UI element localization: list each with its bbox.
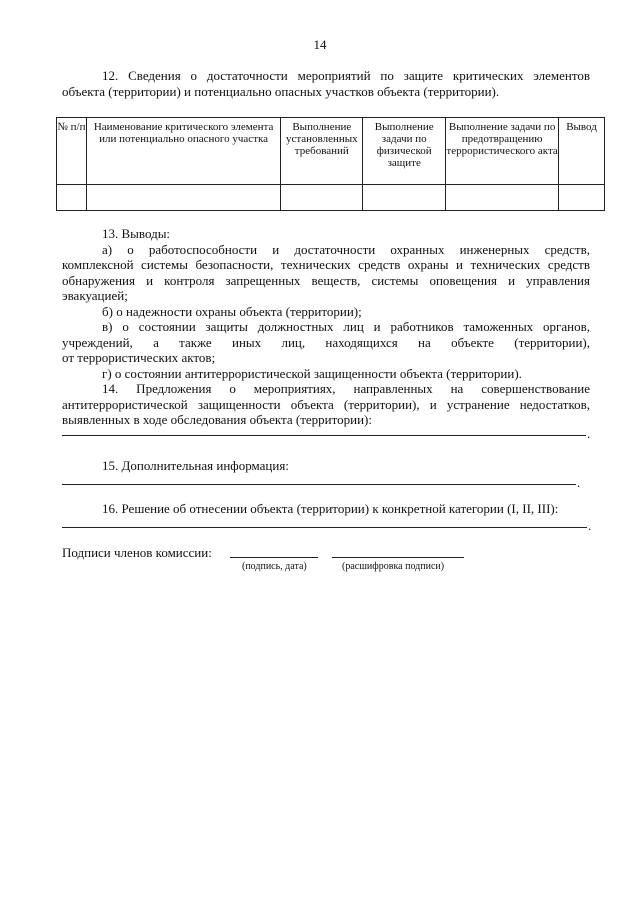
conclusion-a-line-2: комплексной системы безопасности, технических средств охраны и технических средств bbox=[62, 257, 590, 272]
table-cell bbox=[363, 185, 446, 211]
section-14-line-1: 14. Предложения о мероприятиях, направленных на совершенствование bbox=[102, 381, 590, 396]
section-13-title: 13. Выводы: bbox=[102, 226, 171, 241]
section-12-line-2: объекта (территории) и потенциально опасных участков объекта (территории). bbox=[62, 83, 500, 99]
signature-decode-caption: (расшифровка подписи) bbox=[342, 561, 445, 572]
table-cell bbox=[57, 185, 87, 211]
section-14-answer-line[interactable] bbox=[62, 435, 586, 436]
signature-caption: (подпись, дата) bbox=[242, 561, 307, 572]
conclusion-g: г) о состоянии антитеррористической защищенности объекта (территории). bbox=[102, 365, 522, 381]
page-number: 14 bbox=[313, 37, 327, 52]
conclusion-a-line-1: а) о работоспособности и достаточности охранных инженерных средств, bbox=[102, 241, 590, 257]
section-16-answer-line[interactable] bbox=[62, 527, 587, 528]
section-12-line-1: 12. Сведения о достаточности мероприятий по защите критических элементов bbox=[102, 68, 590, 83]
conclusion-v-line-1: в) о состоянии защиты должностных лиц и работников таможенных органов, bbox=[102, 319, 590, 334]
header-terror-prevention: Выполнение задачи по предотвращению террористического акта bbox=[446, 118, 559, 185]
conclusion-v-line-2: учреждений, а также иных лиц, находящихся на объекте (территории), bbox=[62, 334, 590, 350]
section-13-14 bbox=[62, 226, 590, 428]
header-conclusion: Вывод bbox=[559, 118, 605, 185]
header-requirements: Выполнение установленных требований bbox=[281, 118, 363, 185]
section-14-line-3: выявленных в ходе обследования объекта (территории): bbox=[62, 412, 372, 427]
conclusion-b: б) о надежности охраны объекта (территории); bbox=[102, 303, 362, 319]
section-16-title: 16. Решение об отнесении объекта (территории) к конкретной категории (I, II, III): bbox=[102, 501, 559, 516]
signature-line[interactable] bbox=[230, 557, 318, 558]
conclusion-a-line-4: эвакуацией; bbox=[62, 288, 128, 303]
conclusion-v-line-3: от террористических актов; bbox=[62, 350, 216, 365]
table-cell bbox=[281, 185, 363, 211]
conclusion-a-line-3: обнаружения и контроля запрещенных веществ, системы оповещения и управления bbox=[62, 272, 590, 288]
section-15-title: 15. Дополнительная информация: bbox=[102, 458, 289, 473]
section-14-end-dot: . bbox=[587, 426, 591, 441]
signatures-label: Подписи членов комиссии: bbox=[62, 545, 212, 560]
table-header-row bbox=[57, 118, 605, 185]
signature-decode-line[interactable] bbox=[332, 557, 464, 558]
table-row bbox=[57, 185, 605, 211]
header-number: № п/п bbox=[57, 118, 87, 185]
table-cell bbox=[446, 185, 559, 211]
section-12 bbox=[62, 68, 590, 99]
table-cell bbox=[559, 185, 605, 211]
critical-elements-table bbox=[56, 117, 605, 211]
section-14-line-2: антитеррористической защищенности объекта (территории), и устранение недостатков, bbox=[62, 396, 590, 412]
section-15-answer-line[interactable] bbox=[62, 484, 576, 485]
header-element-name: Наименование критического элемента или потенциально опасного участка bbox=[86, 118, 280, 185]
section-16-end-dot: . bbox=[588, 518, 592, 533]
header-physical-protection: Выполнение задачи по физической защите bbox=[363, 118, 446, 185]
table-cell bbox=[86, 185, 280, 211]
section-15-end-dot: . bbox=[577, 475, 581, 490]
